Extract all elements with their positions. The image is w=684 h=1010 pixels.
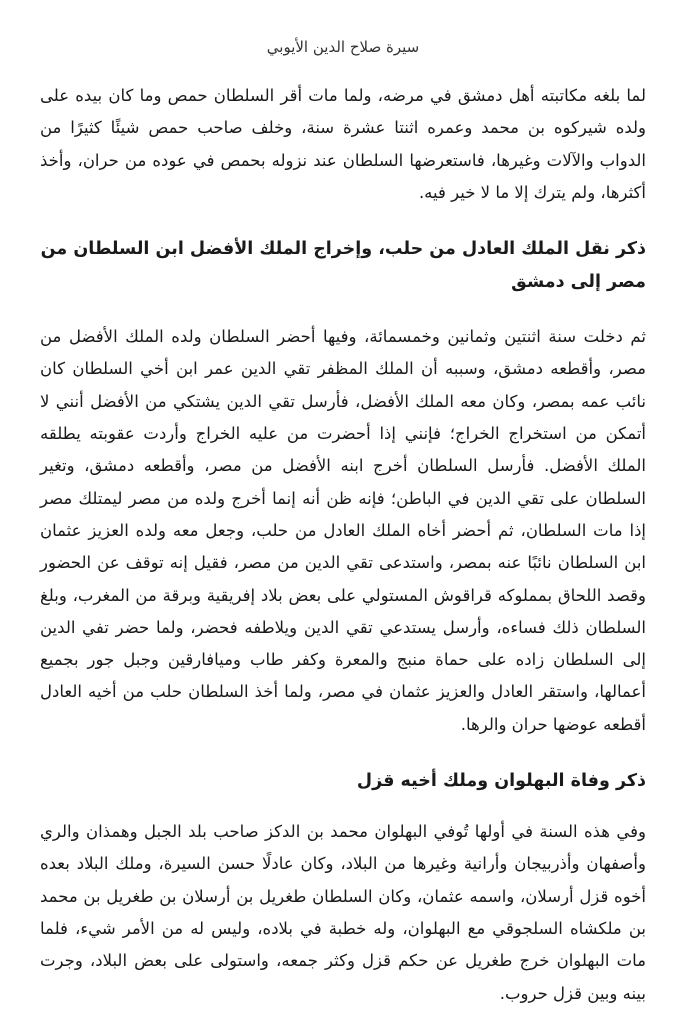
body-paragraph-1: لما بلغه مكاتبته أهل دمشق في مرضه، ولما مات أقر السلطان حمص وما كان بيده على ولده شيركوه بن محمد وعمره اثنتا عشرة سنة، وخلف صاحب حمص شيئًا كثيرًا من الدواب والآلات وغيرها، فاستعرضها السلطان عند نزوله بحمص في عوده من حران، وأخذ أكثرها، ولم يترك إلا ما لا خير فيه. (40, 86, 646, 202)
body-paragraph-3: وفي هذه السنة في أولها تُوفي البهلوان محمد بن الدكز صاحب بلد الجبل وهمذان والري وأصفهان وأذربيجان وأرانية وغيرها من البلاد، وكان عادلًا حسن السيرة، وملك البلاد بعده أخوه قزل أرسلان، واسمه عثمان، وكان السلطان طغريل بن أرسلان بن طغريل بن محمد بن ملكشاه السلجوقي مع البهلوان، وله خطبة في بلاده، وليس له من الأمر شيء، فلما مات البهلوان خرج طغريل عن حكم قزل وكثر جمعه، واستولى على بعض البلاد، وجرت بينه وبين قزل حروب. (40, 822, 646, 1003)
section-heading-2: ذكر وفاة البهلوان وملك أخيه قزل (356, 771, 646, 792)
section-heading-1: ذكر نقل الملك العادل من حلب، وإخراج الملك الأفضل ابن السلطان من مصر إلى دمشق (40, 239, 646, 293)
body-paragraph-2: ثم دخلت سنة اثنتين وثمانين وخمسمائة، وفيها أحضر السلطان ولده الملك الأفضل من مصر، وأقطعه دمشق، وسببه أن الملك المظفر تقي الدين عمر ابن أخي السلطان كان نائب عمه بمصر، وكان معه الملك الأفضل، فأرسل تقي الدين يشتكي من الأفضل أنني لا أتمكن من استخراج الخراج؛ فإنني إذا أحضرت من عليه الخراج وأردت عقوبته يطلقه الملك الأفضل. فأرسل السلطان أخرج ابنه الأفضل من مصر، وأقطعه دمشق، وتغير السلطان على تقي الدين في الباطن؛ فإنه ظن أنه إنما أخرج ولده من مصر ليمتلك مصر إذا مات السلطان، ثم أحضر أخاه الملك العادل من حلب، وجعل معه ولده العزيز عثمان ابن السلطان نائبًا عنه بمصر، واستدعى تقي الدين من مصر، فقيل إنه توقف عن الحضور وقصد اللحاق بمملوكه قراقوش المستولي على بعض بلاد إفريقية وبرقة من المغرب، وبلغ السلطان ذلك فساءه، وأرسل يستدعي تقي الدين ويلاطفه فحضر، ولما حضر تفي الدين إلى السلطان زاده على حماة منبج والمعرة وكفر طاب وميافارقين وجبل جور بجميع أعمالها، واستقر العادل والعزيز عثمان في مصر، ولما أخذ السلطان حلب من أخيه العادل أقطعه عوضها حران والرها. (40, 327, 646, 734)
running-header: سيرة صلاح الدين الأيوبي (266, 38, 420, 56)
